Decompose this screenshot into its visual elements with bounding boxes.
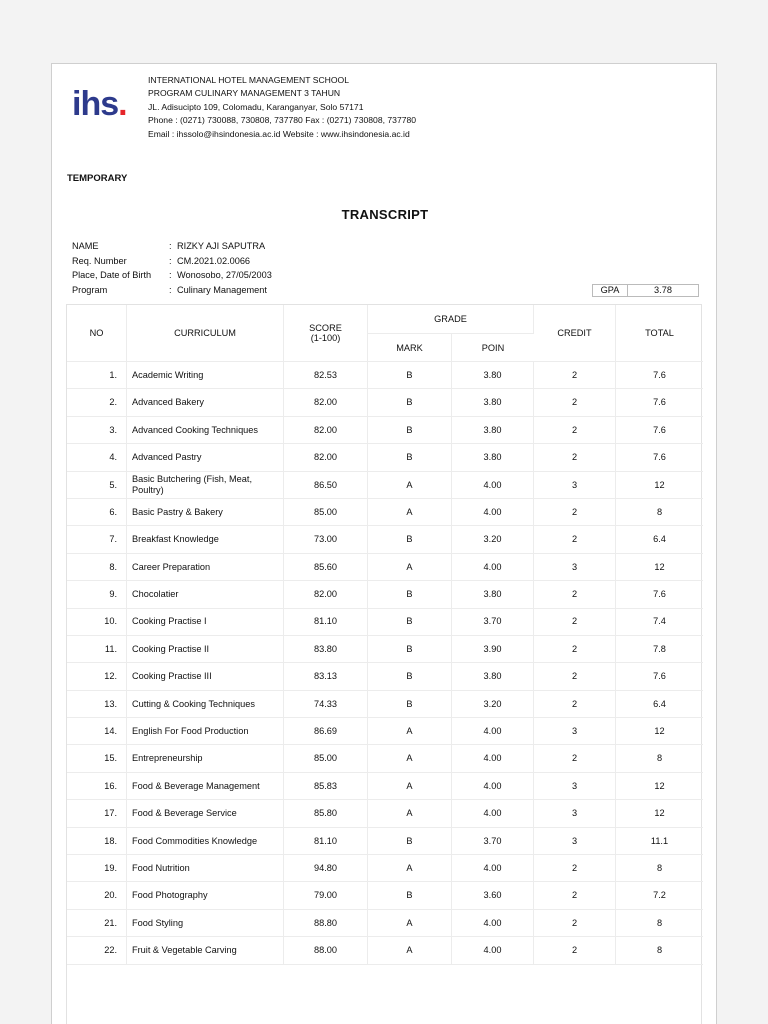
row-number: 3. [67,417,127,444]
total-cell: 12 [616,773,703,800]
mark-cell: A [368,773,452,800]
course-name: Advanced Pastry [127,444,284,471]
credit-cell: 2 [534,855,616,882]
credit-cell: 3 [534,718,616,745]
row-number: 20. [67,882,127,909]
total-cell: 7.6 [616,663,703,690]
poin-cell: 3.80 [452,581,534,608]
course-name: Advanced Cooking Techniques [127,417,284,444]
table-row [67,745,703,772]
poin-cell: 4.00 [452,718,534,745]
student-info-row [72,239,272,254]
mark-cell: A [368,554,452,581]
table-row [67,828,703,855]
credit-cell: 2 [534,444,616,471]
row-number: 11. [67,636,127,663]
credit-cell: 2 [534,499,616,526]
course-name: Basic Pastry & Bakery [127,499,284,526]
table-row [67,937,703,964]
credit-cell: 2 [534,636,616,663]
poin-cell: 3.80 [452,417,534,444]
total-cell: 6.4 [616,691,703,718]
score-cell: 82.00 [284,444,368,471]
score-cell: 85.00 [284,499,368,526]
credit-cell: 3 [534,472,616,499]
course-name: Food & Beverage Management [127,773,284,800]
mark-cell: B [368,417,452,444]
grades-table [67,305,703,965]
student-req-number: CM.2021.02.0066 [177,255,251,266]
total-cell: 7.6 [616,444,703,471]
row-number: 12. [67,663,127,690]
table-row [67,718,703,745]
total-cell: 11.1 [616,828,703,855]
credit-cell: 2 [534,663,616,690]
poin-cell: 3.90 [452,636,534,663]
total-cell: 12 [616,472,703,499]
poin-cell: 3.70 [452,828,534,855]
school-email: Email : ihssolo@ihsindonesia.ac.id Website : www.ihsindonesia.ac.id [148,128,410,139]
table-row [67,444,703,471]
score-header-line2: (1-100) [310,333,341,343]
credit-cell: 3 [534,828,616,855]
score-cell: 81.10 [284,828,368,855]
table-row [67,362,703,389]
row-number: 19. [67,855,127,882]
course-name: Cutting & Cooking Techniques [127,691,284,718]
course-name: Food Commodities Knowledge [127,828,284,855]
score-cell: 82.53 [284,362,368,389]
total-cell: 8 [616,855,703,882]
score-cell: 86.69 [284,718,368,745]
mark-cell: A [368,472,452,499]
poin-cell: 4.00 [452,554,534,581]
credit-cell: 2 [534,882,616,909]
student-info-row [72,268,272,283]
info-separator: : [169,284,172,295]
score-cell: 82.00 [284,389,368,416]
score-cell: 73.00 [284,526,368,553]
row-number: 13. [67,691,127,718]
poin-cell: 3.70 [452,609,534,636]
poin-cell: 3.80 [452,663,534,690]
score-cell: 83.13 [284,663,368,690]
mark-cell: B [368,882,452,909]
course-name: Chocolatier [127,581,284,608]
student-info-row [72,283,272,298]
credit-cell: 2 [534,526,616,553]
table-row [67,636,703,663]
score-cell: 85.00 [284,745,368,772]
student-name: RIZKY AJI SAPUTRA [177,241,266,252]
table-row [67,417,703,444]
credit-cell: 3 [534,773,616,800]
course-name: Breakfast Knowledge [127,526,284,553]
gpa-label: GPA [592,284,628,297]
total-cell: 6.4 [616,526,703,553]
grades-table-body [67,362,703,965]
credit-cell: 2 [534,937,616,964]
poin-cell: 4.00 [452,800,534,827]
row-number: 17. [67,800,127,827]
row-number: 8. [67,554,127,581]
mark-cell: B [368,581,452,608]
credit-cell: 2 [534,691,616,718]
mark-cell: B [368,828,452,855]
total-cell: 7.6 [616,417,703,444]
course-name: Cooking Practise I [127,609,284,636]
mark-cell: A [368,499,452,526]
row-number: 14. [67,718,127,745]
score-cell: 82.00 [284,581,368,608]
total-cell: 12 [616,800,703,827]
total-cell: 7.8 [616,636,703,663]
mark-cell: B [368,444,452,471]
total-cell: 7.2 [616,882,703,909]
mark-cell: B [368,663,452,690]
row-number: 7. [67,526,127,553]
course-name: Fruit & Vegetable Carving [127,937,284,964]
course-name: Academic Writing [127,362,284,389]
total-cell: 8 [616,745,703,772]
school-address: JL. Adisucipto 109, Colomadu, Karanganyar, Solo 57171 [148,101,364,112]
course-name: Career Preparation [127,554,284,581]
col-header-grade: GRADE [368,305,534,334]
course-name: Food Nutrition [127,855,284,882]
gpa-value: 3.78 [628,284,699,297]
info-label: Req. Number [72,255,127,266]
poin-cell: 3.80 [452,389,534,416]
course-name: English For Food Production [127,718,284,745]
poin-cell: 3.20 [452,691,534,718]
poin-cell: 4.00 [452,910,534,937]
credit-cell: 2 [534,389,616,416]
table-row [67,581,703,608]
table-row [67,773,703,800]
row-number: 21. [67,910,127,937]
row-number: 18. [67,828,127,855]
logo-text: ihs [72,85,119,123]
row-number: 4. [67,444,127,471]
row-number: 10. [67,609,127,636]
poin-cell: 4.00 [452,937,534,964]
score-cell: 94.80 [284,855,368,882]
school-name: INTERNATIONAL HOTEL MANAGEMENT SCHOOL [148,75,350,85]
student-info [72,239,272,297]
mark-cell: A [368,855,452,882]
score-cell: 82.00 [284,417,368,444]
mark-cell: A [368,937,452,964]
col-header-mark: MARK [368,334,452,362]
school-logo [72,84,127,124]
score-cell: 79.00 [284,882,368,909]
table-row [67,663,703,690]
row-number: 1. [67,362,127,389]
table-header-row [67,305,703,334]
row-number: 9. [67,581,127,608]
total-cell: 12 [616,554,703,581]
credit-cell: 2 [534,745,616,772]
school-address-block [148,74,416,141]
score-cell: 85.60 [284,554,368,581]
credit-cell: 2 [534,417,616,444]
mark-cell: B [368,389,452,416]
document-status: TEMPORARY [67,173,128,184]
course-name: Food & Beverage Service [127,800,284,827]
table-row [67,526,703,553]
mark-cell: B [368,362,452,389]
logo-dot: . [118,85,127,123]
poin-cell: 3.80 [452,362,534,389]
table-row [67,472,703,499]
col-header-score [284,305,368,362]
col-header-poin: POIN [452,334,534,362]
poin-cell: 4.00 [452,855,534,882]
total-cell: 8 [616,910,703,937]
table-row [67,691,703,718]
row-number: 5. [67,472,127,499]
table-row [67,910,703,937]
course-name: Advanced Bakery [127,389,284,416]
credit-cell: 2 [534,362,616,389]
mark-cell: A [368,800,452,827]
mark-cell: B [368,636,452,663]
row-number: 2. [67,389,127,416]
poin-cell: 3.80 [452,444,534,471]
credit-cell: 2 [534,581,616,608]
grades-table-container [66,304,702,1024]
total-cell: 7.6 [616,581,703,608]
document-title: TRANSCRIPT [341,207,429,222]
mark-cell: A [368,745,452,772]
score-cell: 85.80 [284,800,368,827]
table-row [67,855,703,882]
course-name: Entrepreneurship [127,745,284,772]
table-row [67,800,703,827]
total-cell: 8 [616,937,703,964]
poin-cell: 4.00 [452,745,534,772]
row-number: 6. [67,499,127,526]
table-row [67,554,703,581]
poin-cell: 3.20 [452,526,534,553]
course-name: Food Photography [127,882,284,909]
school-phone: Phone : (0271) 730088, 730808, 737780 Fax : (0271) 730808, 737780 [148,115,417,126]
info-separator: : [169,241,172,252]
score-cell: 74.33 [284,691,368,718]
total-cell: 7.6 [616,389,703,416]
score-cell: 83.80 [284,636,368,663]
table-row [67,609,703,636]
student-info-row [72,254,272,269]
poin-cell: 4.00 [452,499,534,526]
course-name: Cooking Practise III [127,663,284,690]
total-cell: 7.4 [616,609,703,636]
mark-cell: A [368,718,452,745]
gpa-box [592,284,699,297]
row-number: 15. [67,745,127,772]
table-row [67,882,703,909]
transcript-page [51,63,717,1024]
info-label: NAME [72,241,99,252]
poin-cell: 4.00 [452,773,534,800]
score-cell: 88.80 [284,910,368,937]
table-row [67,499,703,526]
info-label: Program [72,284,108,295]
col-header-curriculum: CURRICULUM [127,305,284,362]
credit-cell: 2 [534,609,616,636]
info-label: Place, Date of Birth [72,270,152,281]
score-cell: 85.83 [284,773,368,800]
score-header-line1: SCORE [309,323,342,333]
course-name: Basic Butchering (Fish, Meat, Poultry) [127,472,284,499]
col-header-credit: CREDIT [534,305,616,362]
col-header-total: TOTAL [616,305,703,362]
score-cell: 81.10 [284,609,368,636]
credit-cell: 2 [534,910,616,937]
course-name: Food Styling [127,910,284,937]
mark-cell: B [368,526,452,553]
row-number: 22. [67,937,127,964]
info-separator: : [169,270,172,281]
poin-cell: 3.60 [452,882,534,909]
mark-cell: A [368,910,452,937]
col-header-no: NO [67,305,127,362]
mark-cell: B [368,691,452,718]
total-cell: 12 [616,718,703,745]
mark-cell: B [368,609,452,636]
total-cell: 7.6 [616,362,703,389]
poin-cell: 4.00 [452,472,534,499]
credit-cell: 3 [534,800,616,827]
course-name: Cooking Practise II [127,636,284,663]
student-program: Culinary Management [177,284,267,295]
total-cell: 8 [616,499,703,526]
info-separator: : [169,255,172,266]
credit-cell: 3 [534,554,616,581]
row-number: 16. [67,773,127,800]
score-cell: 88.00 [284,937,368,964]
table-row [67,389,703,416]
program-name: PROGRAM CULINARY MANAGEMENT 3 TAHUN [148,88,341,99]
student-birth: Wonosobo, 27/05/2003 [177,270,272,281]
score-cell: 86.50 [284,472,368,499]
